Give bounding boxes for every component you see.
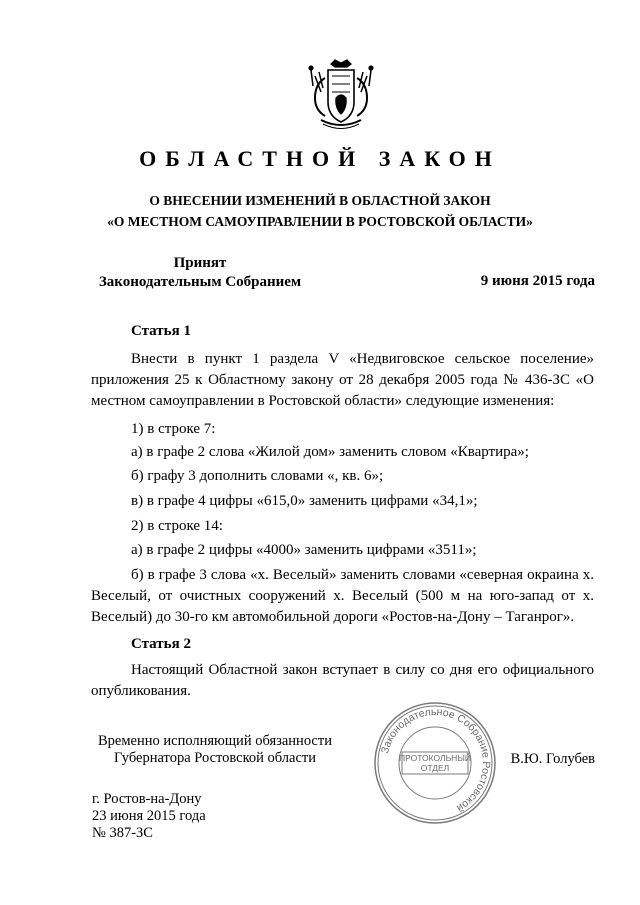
place-and-date (92, 791, 206, 842)
signatory-position (92, 733, 338, 767)
article-1-item-1a: а) в графе 2 слова «Жилой дом» заменить словом «Квартира»; (131, 444, 529, 460)
subtitle-line-1: О ВНЕСЕНИИ ИЗМЕНЕНИЙ В ОБЛАСТНОЙ ЗАКОН (149, 193, 491, 208)
stamp-center-line-2: ОТДЕЛ (420, 763, 450, 773)
signatory-name: В.Ю. Голубев (510, 751, 595, 767)
law-number: № 387-ЗС (92, 825, 153, 841)
document-subtitle (0, 190, 640, 232)
subtitle-line-2: «О МЕСТНОМ САМОУПРАВЛЕНИИ В РОСТОВСКОЙ ОБЛАСТИ» (107, 214, 533, 229)
stamp-ring-text: Законодательное Собрание Ростовской (379, 705, 493, 815)
article-1-item-1b: б) графу 3 дополнить словами «, кв. 6»; (131, 468, 384, 484)
article-1-heading: Статья 1 (131, 323, 191, 339)
adopted-date: 9 июня 2015 года (480, 273, 595, 289)
document-title: ОБЛАСТНОЙ ЗАКОН (139, 146, 501, 171)
article-1-item-2b: б) в графе 3 слова «х. Веселый» заменить словами «северная окраина х. Веселый, от очистных сооружений х. Веселый (500 м на юго-запад от х. Веселый) до 30-го км автомобильной дороги «Ростов-на-Дону – Таганрог». (91, 567, 594, 625)
article-1-item-1c: в) в графе 4 цифры «615,0» заменить цифрами «34,1»; (131, 493, 478, 509)
adopted-line-2: Законодательным Собранием (98, 274, 302, 290)
place-date: 23 июня 2015 года (92, 808, 206, 824)
article-2-heading: Статья 2 (131, 636, 191, 652)
stamp-center-line-1: ПРОТОКОЛЬНЫЙ (399, 753, 471, 763)
article-1-item-2: 2) в строке 14: (131, 518, 223, 534)
position-line-1: Временно исполняющий обязанности (98, 733, 332, 749)
adopted-by (92, 254, 308, 292)
place-city: г. Ростов-на-Дону (92, 791, 202, 807)
adopted-line-1: Принят (173, 255, 227, 271)
round-stamp (372, 700, 498, 826)
article-1-item-2a: а) в графе 2 цифры «4000» заменить цифрами «3511»; (131, 542, 477, 558)
article-2-text: Настоящий Областной закон вступает в силу со дня его официального опубликования. (91, 662, 594, 699)
article-1-item-1: 1) в строке 7: (131, 421, 216, 437)
position-line-2: Губернатора Ростовской области (113, 750, 317, 766)
article-1-intro: Внести в пункт 1 раздела V «Недвиговское сельское поселение» приложения 25 к Областному закону от 28 декабря 2005 года № 436-ЗС «О местном самоуправлении в Ростовской области» следующие изменения: (91, 351, 594, 409)
coat-of-arms-emblem (301, 58, 381, 134)
